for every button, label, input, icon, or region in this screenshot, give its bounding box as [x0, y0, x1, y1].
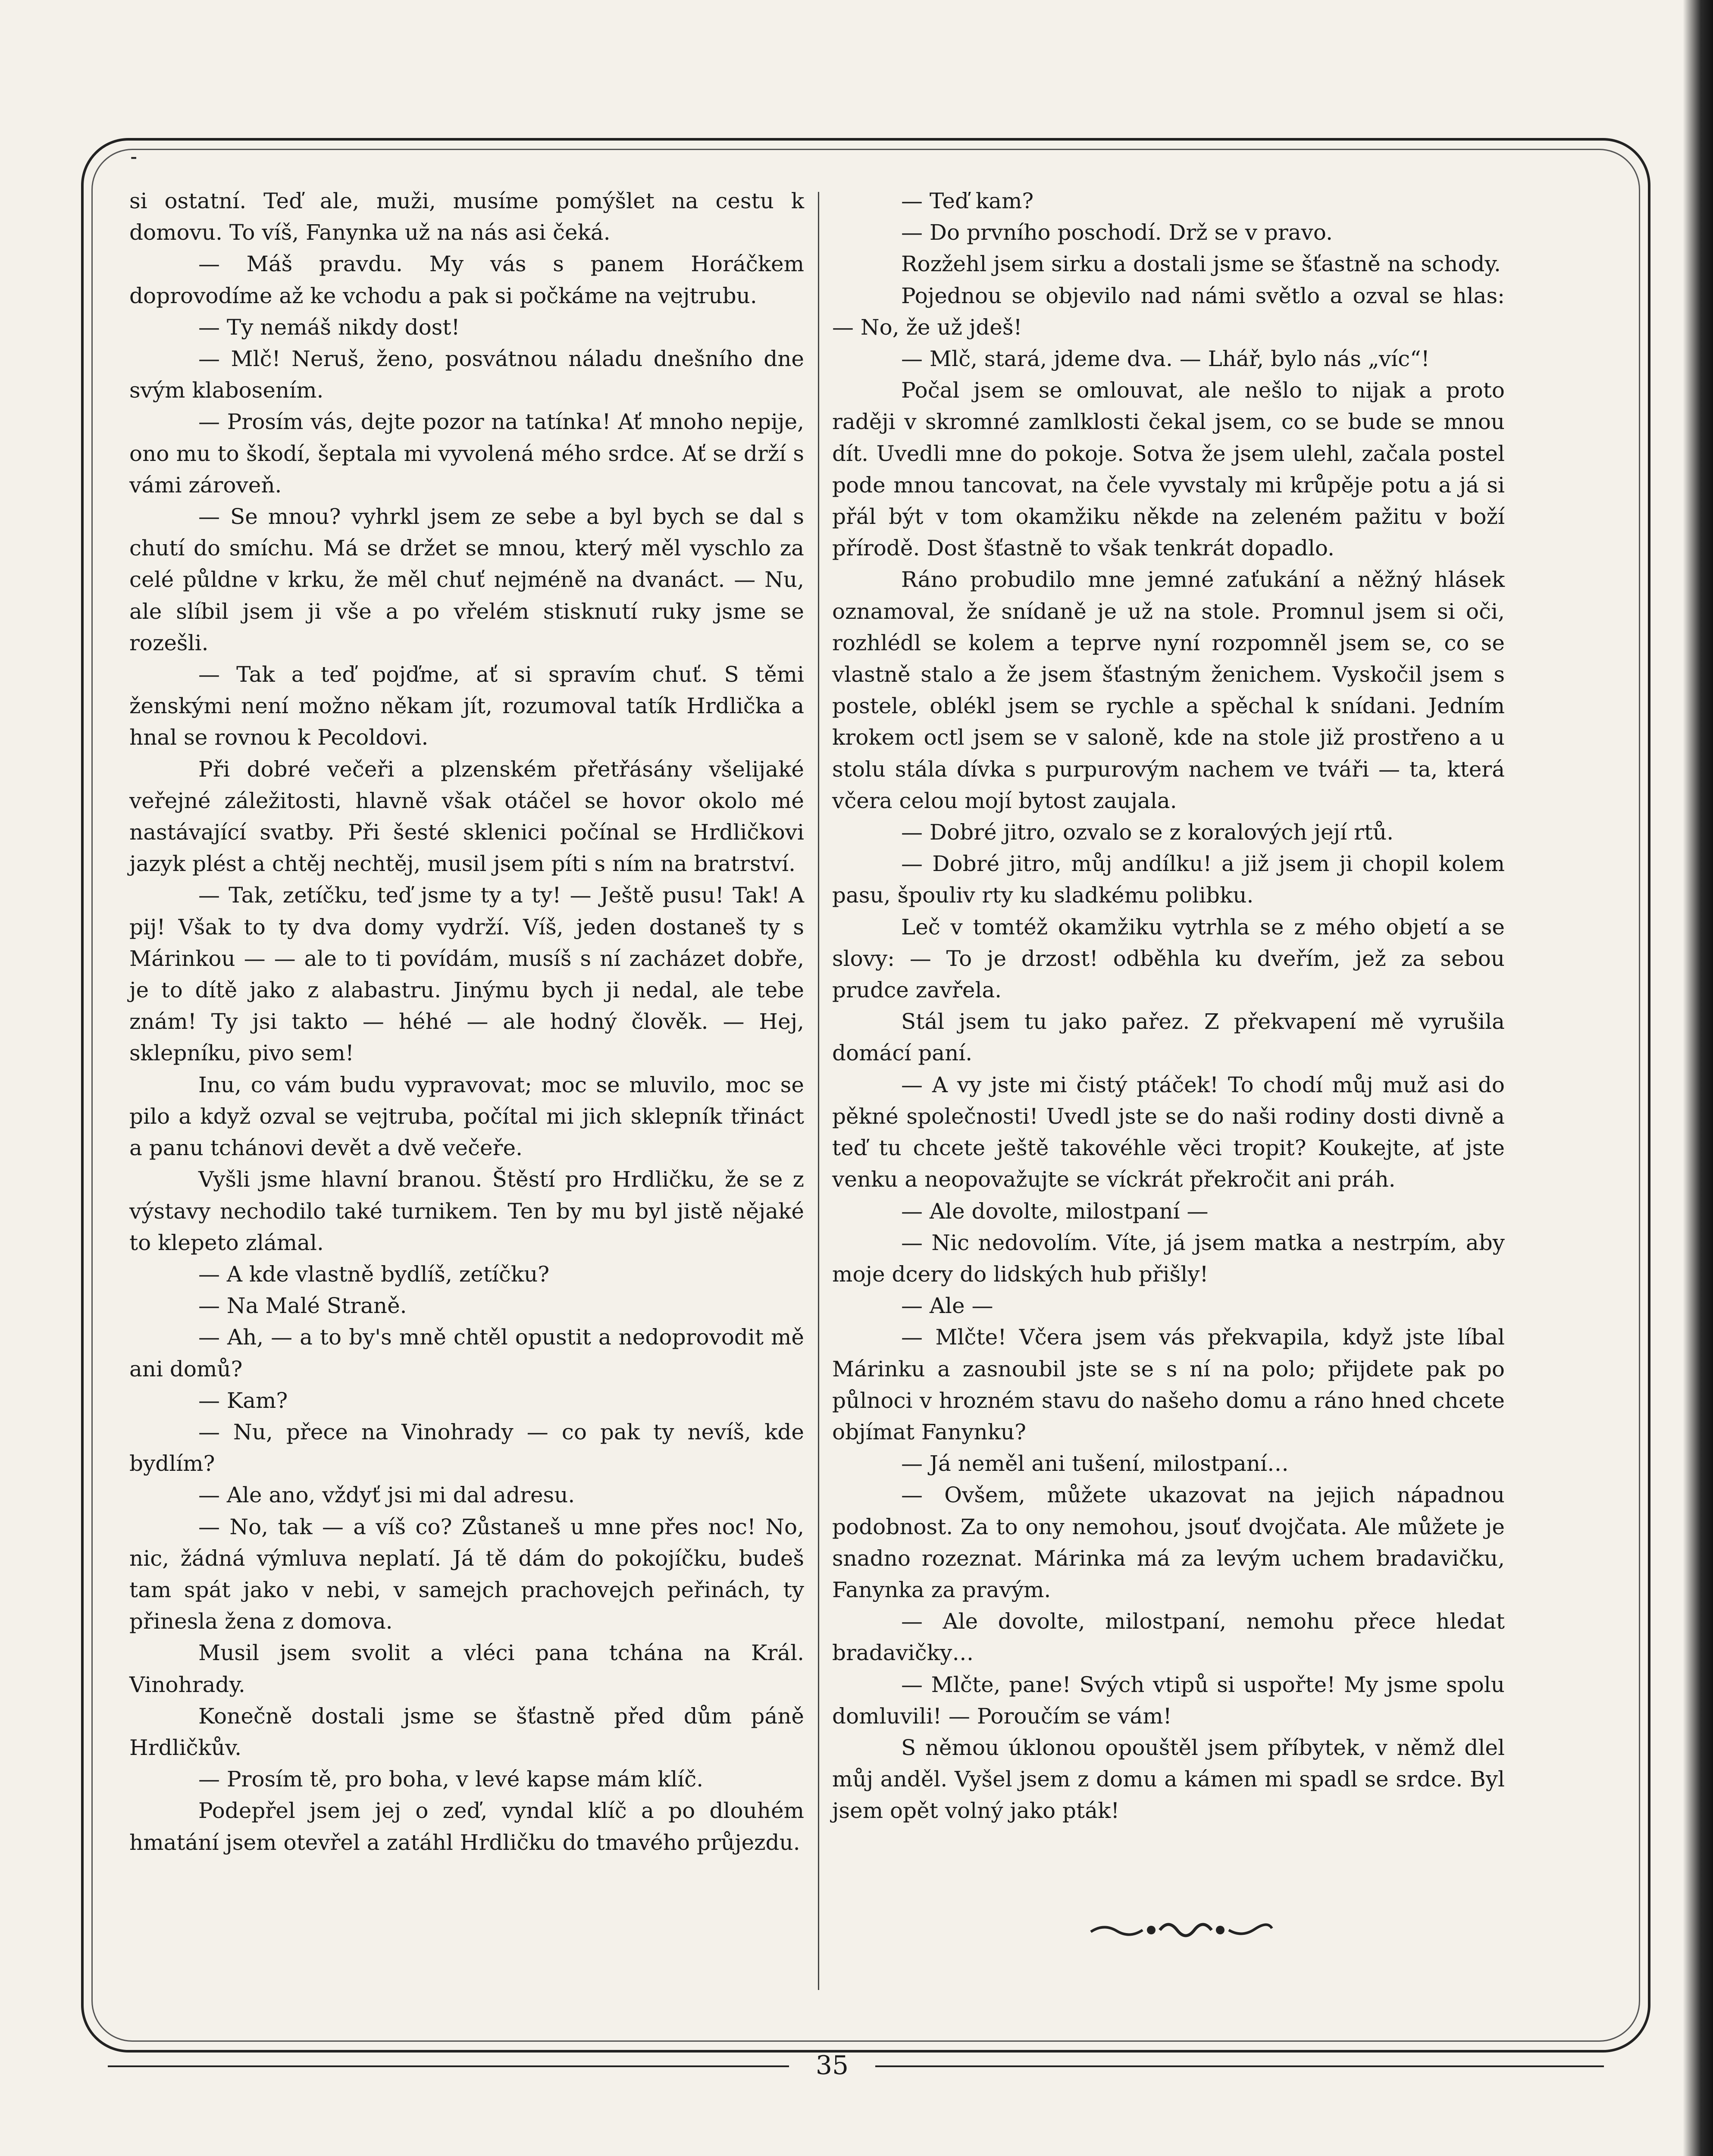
paragraph: — Tak a teď pojďme, ať si spravím chuť. S těmi ženskými není možno někam jít, rozumoval tatík Hrdlička a hnal se rovnou k Pecoldovi.: [129, 662, 804, 750]
right-text-column: [832, 185, 1505, 1827]
paragraph: — Do prvního poschodí. Drž se v pravo.: [901, 220, 1333, 245]
paragraph: — Mlč, stará, jdeme dva. — Lhář, bylo nás „víc“!: [901, 346, 1430, 372]
paragraph: — Nic nedovolím. Víte, já jsem matka a nestrpím, aby moje dcery do lidských hub přišly!: [832, 1230, 1505, 1287]
paragraph: Ráno probudilo mne jemné zaťukání a něžný hlásek oznamoval, že snídaně je už na stole. Promnul jsem si oči, rozhlédl se kolem a teprve nyní rozpomněl jsem se, co se vlastně stalo a že jsem šťastným ženichem. Vyskočil jsem s postele, oblékl jsem se rychle a spěchal k snídani. Jedním krokem octl jsem se v saloně, kde na stole již prostřeno a u stolu stála dívka s purpurovým nachem ve tváři — ta, která včera celou mojí bytost zaujala.: [832, 567, 1505, 813]
paragraph: — Se mnou? vyhrkl jsem ze sebe a byl bych se dal s chutí do smíchu. Má se držet se mnou, který měl vyschlo za celé půldne v krku, že měl chuť nejméně na dvanáct. — Nu, ale slíbil jsem ji vše a po vřelém stisknutí ruky jsme se rozešli.: [129, 504, 804, 655]
paragraph: — Nu, přece na Vinohrady — co pak ty nevíš, kde bydlím?: [129, 1419, 804, 1476]
paragraph: — Prosím vás, dejte pozor na tatínka! Ať mnoho nepije, ono mu to škodí, šeptala mi vyvolená mého srdce. Ať se drží s vámi zároveň.: [129, 409, 804, 498]
paragraph: — Ovšem, můžete ukazovat na jejich nápadnou podobnost. Za to ony nemohou, jsouť dvojčata. Ale můžete je snadno rozeznat. Márinka má za levým uchem bradavičku, Fanynka za pravým.: [832, 1482, 1505, 1602]
paragraph: Musil jsem svolit a vléci pana tchána na Král. Vinohrady.: [129, 1640, 804, 1697]
paragraph: — Ah, — a to by's mně chtěl opustit a nedoprovodit mě ani domů?: [129, 1325, 804, 1382]
paragraph: Rozžehl jsem sirku a dostali jsme se šťastně na schody.: [901, 251, 1501, 277]
paragraph: — Prosím tě, pro boha, v levé kapse mám klíč.: [198, 1767, 704, 1792]
paragraph: — Kam?: [198, 1388, 288, 1413]
paragraph: — Ale dovolte, milostpaní, nemohu přece hledat bradavičky…: [832, 1609, 1505, 1666]
paragraph: S němou úklonou opouštěl jsem příbytek, v němž dlel můj anděl. Vyšel jsem z domu a kámen mi spadl se srdce. Byl jsem opět volný jako pták!: [832, 1735, 1505, 1824]
paragraph: — Máš pravdu. My vás s panem Horáčkem doprovodíme až ke vchodu a pak si počkáme na vejtrubu.: [129, 251, 804, 308]
paragraph: — Dobré jitro, ozvalo se z koralových její rtů.: [901, 820, 1394, 845]
paragraph: — Na Malé Straně.: [198, 1293, 407, 1319]
paragraph: Vyšli jsme hlavní branou. Štěstí pro Hrdličku, že se z výstavy nechodilo také turnikem. Ten by mu byl jistě nějaké to klepeto zlámal.: [129, 1167, 804, 1255]
paragraph: — Mlč! Neruš, ženo, posvátnou náladu dnešního dne svým klabosením.: [129, 346, 804, 403]
paragraph: — Ale —: [901, 1293, 993, 1319]
paragraph: Počal jsem se omlouvat, ale nešlo to nijak a proto raději v skromné zamlklosti čekal jsem, co se bude se mnou dít. Uvedli mne do pokoje. Sotva že jsem ulehl, začala postel pode mnou tancovat, na čele vyvstaly mi krůpěje potu a já si přál být v tom okamžiku někde na zeleném pažitu v boží přírodě. Dost šťastně to však tenkrát dopadlo.: [832, 378, 1505, 561]
paragraph: si ostatní. Teď ale, muži, musíme pomýšlet na cestu k domovu. To víš, Fanynka už na nás asi čeká.: [129, 188, 804, 245]
paragraph: Při dobré večeři a plzenském přetřásány všelijaké veřejné záležitosti, hlavně však otáčel se hovor okolo mé nastávající svatby. Při šesté sklenici počínal se Hrdličkovi jazyk plést a chtěj nechtěj, musil jsem píti s ním na bratrství.: [129, 756, 804, 877]
column-divider: [818, 192, 819, 1990]
paragraph: Inu, co vám budu vypravovat; moc se mluvilo, moc se pilo a když ozval se vejtruba, počítal mi jich sklepník třináct a panu tchánovi devět a dvě večeře.: [129, 1072, 804, 1161]
paragraph: — Ale ano, vždyť jsi mi dal adresu.: [198, 1482, 575, 1508]
paragraph: — Ty nemáš nikdy dost!: [198, 314, 460, 340]
paragraph: — Teď kam?: [901, 188, 1034, 213]
paragraph: — Ale dovolte, milostpaní —: [901, 1198, 1209, 1224]
paragraph: — Tak, zetíčku, teď jsme ty a ty! — Ještě pusu! Tak! A pij! Však to ty dva domy vydrží. Víš, jeden dostaneš ty s Márinkou — — ale to ti povídám, musíš s ní zacházet dobře, je to dítě jako z alabastru. Jinýmu bych ji nedal, ale tebe znám! Ty jsi takto — héhé — ale hodný člověk. — Hej, sklepníku, pivo sem!: [129, 883, 804, 1066]
paragraph: Leč v tomtéž okamžiku vytrhla se z mého objetí a se slovy: — To je drzost! odběhla ku dveřím, jež za sebou prudce zavřela.: [832, 914, 1505, 1003]
paragraph: Konečně dostali jsme se šťastně před dům páně Hrdličkův.: [129, 1703, 804, 1760]
paragraph: — Mlčte, pane! Svých vtipů si uspořte! My jsme spolu domluvili! — Poroučím se vám!: [832, 1672, 1505, 1729]
paragraph: — A kde vlastně bydlíš, zetíčku?: [198, 1261, 550, 1287]
corner-mark: ⁃: [129, 149, 138, 169]
paragraph: Pojednou se objevilo nad námi světlo a ozval se hlas: — No, že už jdeš!: [832, 283, 1505, 340]
paragraph: — Mlčte! Včera jsem vás překvapila, když jste líbal Márinku a zasnoubil jste se s ní na polo; přijdete pak po půlnoci v hrozném stavu do našeho domu a ráno hned chcete objímat Fanynku?: [832, 1325, 1505, 1445]
left-text-column: [129, 185, 804, 1858]
paragraph: — A vy jste mi čistý ptáček! To chodí můj muž asi do pěkné společnosti! Uvedl jste se do naši rodiny dosti divně a teď tu chcete ještě takovéhle věci tropit? Koukejte, ať jste venku a neopovažujte se víckrát překročit ani práh.: [832, 1072, 1505, 1192]
paragraph: Podepřel jsem jej o zeď, vyndal klíč a po dlouhém hmatání jsem otevřel a zatáhl Hrdličku do tmavého průjezdu.: [129, 1798, 804, 1855]
paragraph: — Dobré jitro, můj andílku! a již jsem ji chopil kolem pasu, špouliv rty ku sladkému polibku.: [832, 851, 1505, 908]
scan-edge-shadow: [1683, 0, 1713, 2156]
footer-rule-right: [875, 2065, 1604, 2067]
paragraph: Stál jsem tu jako pařez. Z překvapení mě vyrušila domácí paní.: [832, 1009, 1505, 1066]
paragraph: — Já neměl ani tušení, milostpaní…: [901, 1451, 1289, 1476]
paragraph: — No, tak — a víš co? Zůstaneš u mne přes noc! No, nic, žádná výmluva neplatí. Já tě dám do pokojíčku, budeš tam spát jako v nebi, v samejch prachovejch peřinách, ty přinesla žena z domova.: [129, 1514, 804, 1634]
footer-rule-left: [108, 2065, 789, 2067]
closing-ornament-icon: [1087, 1915, 1276, 1945]
page-number: 35: [815, 2050, 849, 2081]
